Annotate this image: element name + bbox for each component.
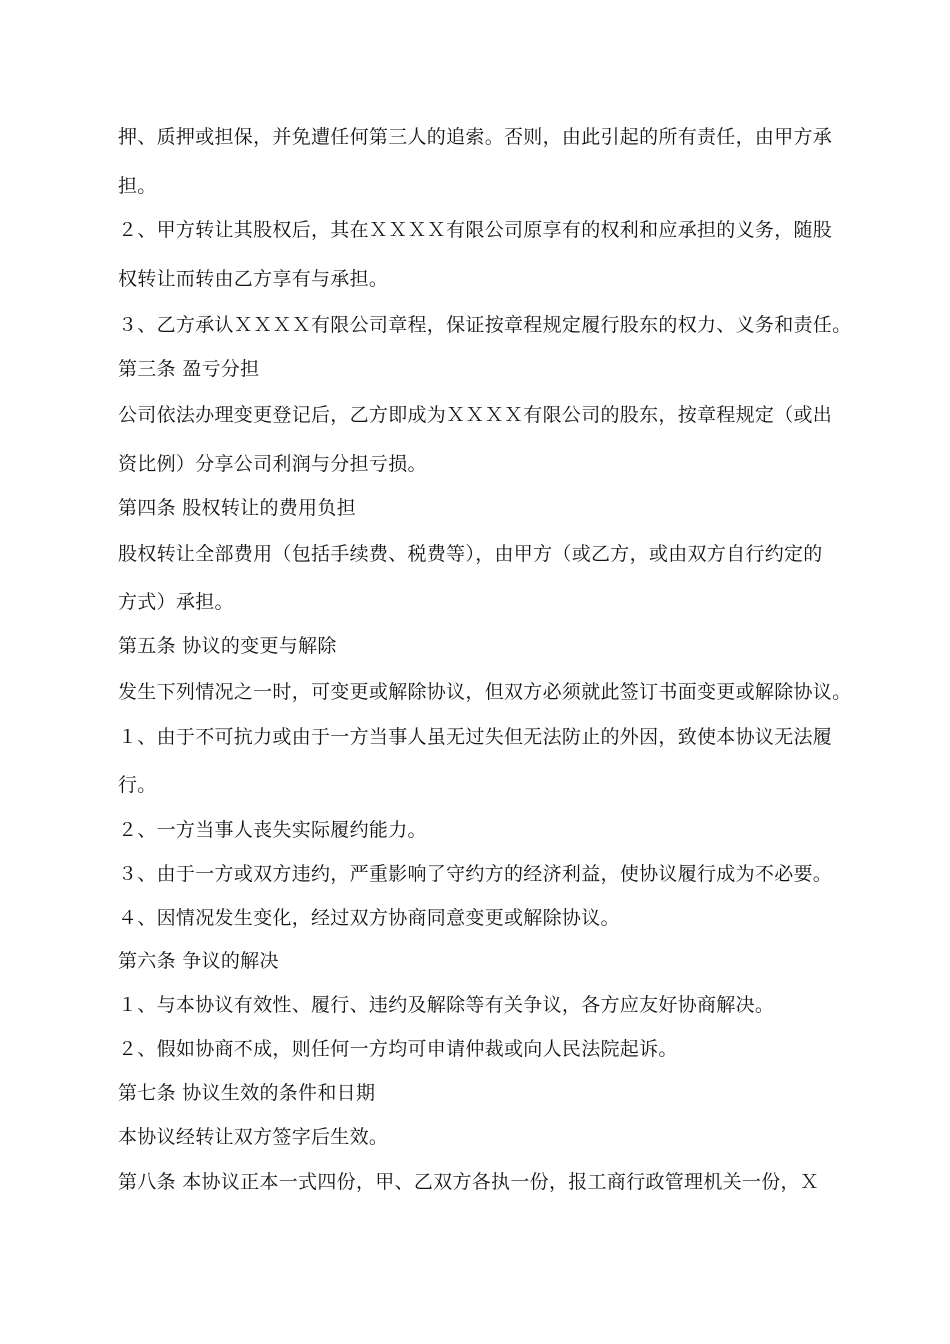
text-line: １、由于不可抗力或由于一方当事人虽无过失但无法防止的外因，致使本协议无法履 [118,726,833,748]
text-line: 第八条 本协议正本一式四份，甲、乙双方各执一份，报工商行政管理机关一份，Ｘ [118,1171,820,1193]
article-heading: 第六条 争议的解决 [118,950,279,972]
text-line: ２、假如协商不成，则任何一方均可申请仲裁或向人民法院起诉。 [118,1038,678,1060]
text-line: 资比例）分享公司利润与分担亏损。 [118,453,427,475]
text-line: 担。 [118,175,157,197]
text-line: 公司依法办理变更登记后，乙方即成为ＸＸＸＸ有限公司的股东，按章程规定（或出 [118,404,833,426]
text-line: 行。 [118,774,157,796]
article-heading: 第三条 盈亏分担 [118,358,260,380]
text-line: 本协议经转让双方签字后生效。 [118,1126,389,1148]
text-line: 权转让而转由乙方享有与承担。 [118,268,389,290]
text-line: ４、因情况发生变化，经过双方协商同意变更或解除协议。 [118,907,620,929]
text-line: ２、一方当事人丧失实际履约能力。 [118,819,427,841]
text-line: 押、质押或担保，并免遭任何第三人的追索。否则，由此引起的所有责任，由甲方承 [118,126,833,148]
article-heading: 第四条 股权转让的费用负担 [118,497,356,519]
article-heading: 第七条 协议生效的条件和日期 [118,1082,376,1104]
text-line: ２、甲方转让其股权后，其在ＸＸＸＸ有限公司原享有的权利和应承担的义务，随股 [118,219,833,241]
text-line: ３、由于一方或双方违约，严重影响了守约方的经济利益，使协议履行成为不必要。 [118,863,833,885]
text-line: ３、乙方承认ＸＸＸＸ有限公司章程，保证按章程规定履行股东的权力、义务和责任。 [118,314,852,336]
text-line: １、与本协议有效性、履行、违约及解除等有关争议，各方应友好协商解决。 [118,994,775,1016]
text-line: 方式）承担。 [118,591,234,613]
text-line: 发生下列情况之一时，可变更或解除协议，但双方必须就此签订书面变更或解除协议。 [118,681,852,703]
text-line: 股权转让全部费用（包括手续费、税费等），由甲方（或乙方，或由双方自行约定的 [118,543,823,565]
article-heading: 第五条 协议的变更与解除 [118,635,337,657]
